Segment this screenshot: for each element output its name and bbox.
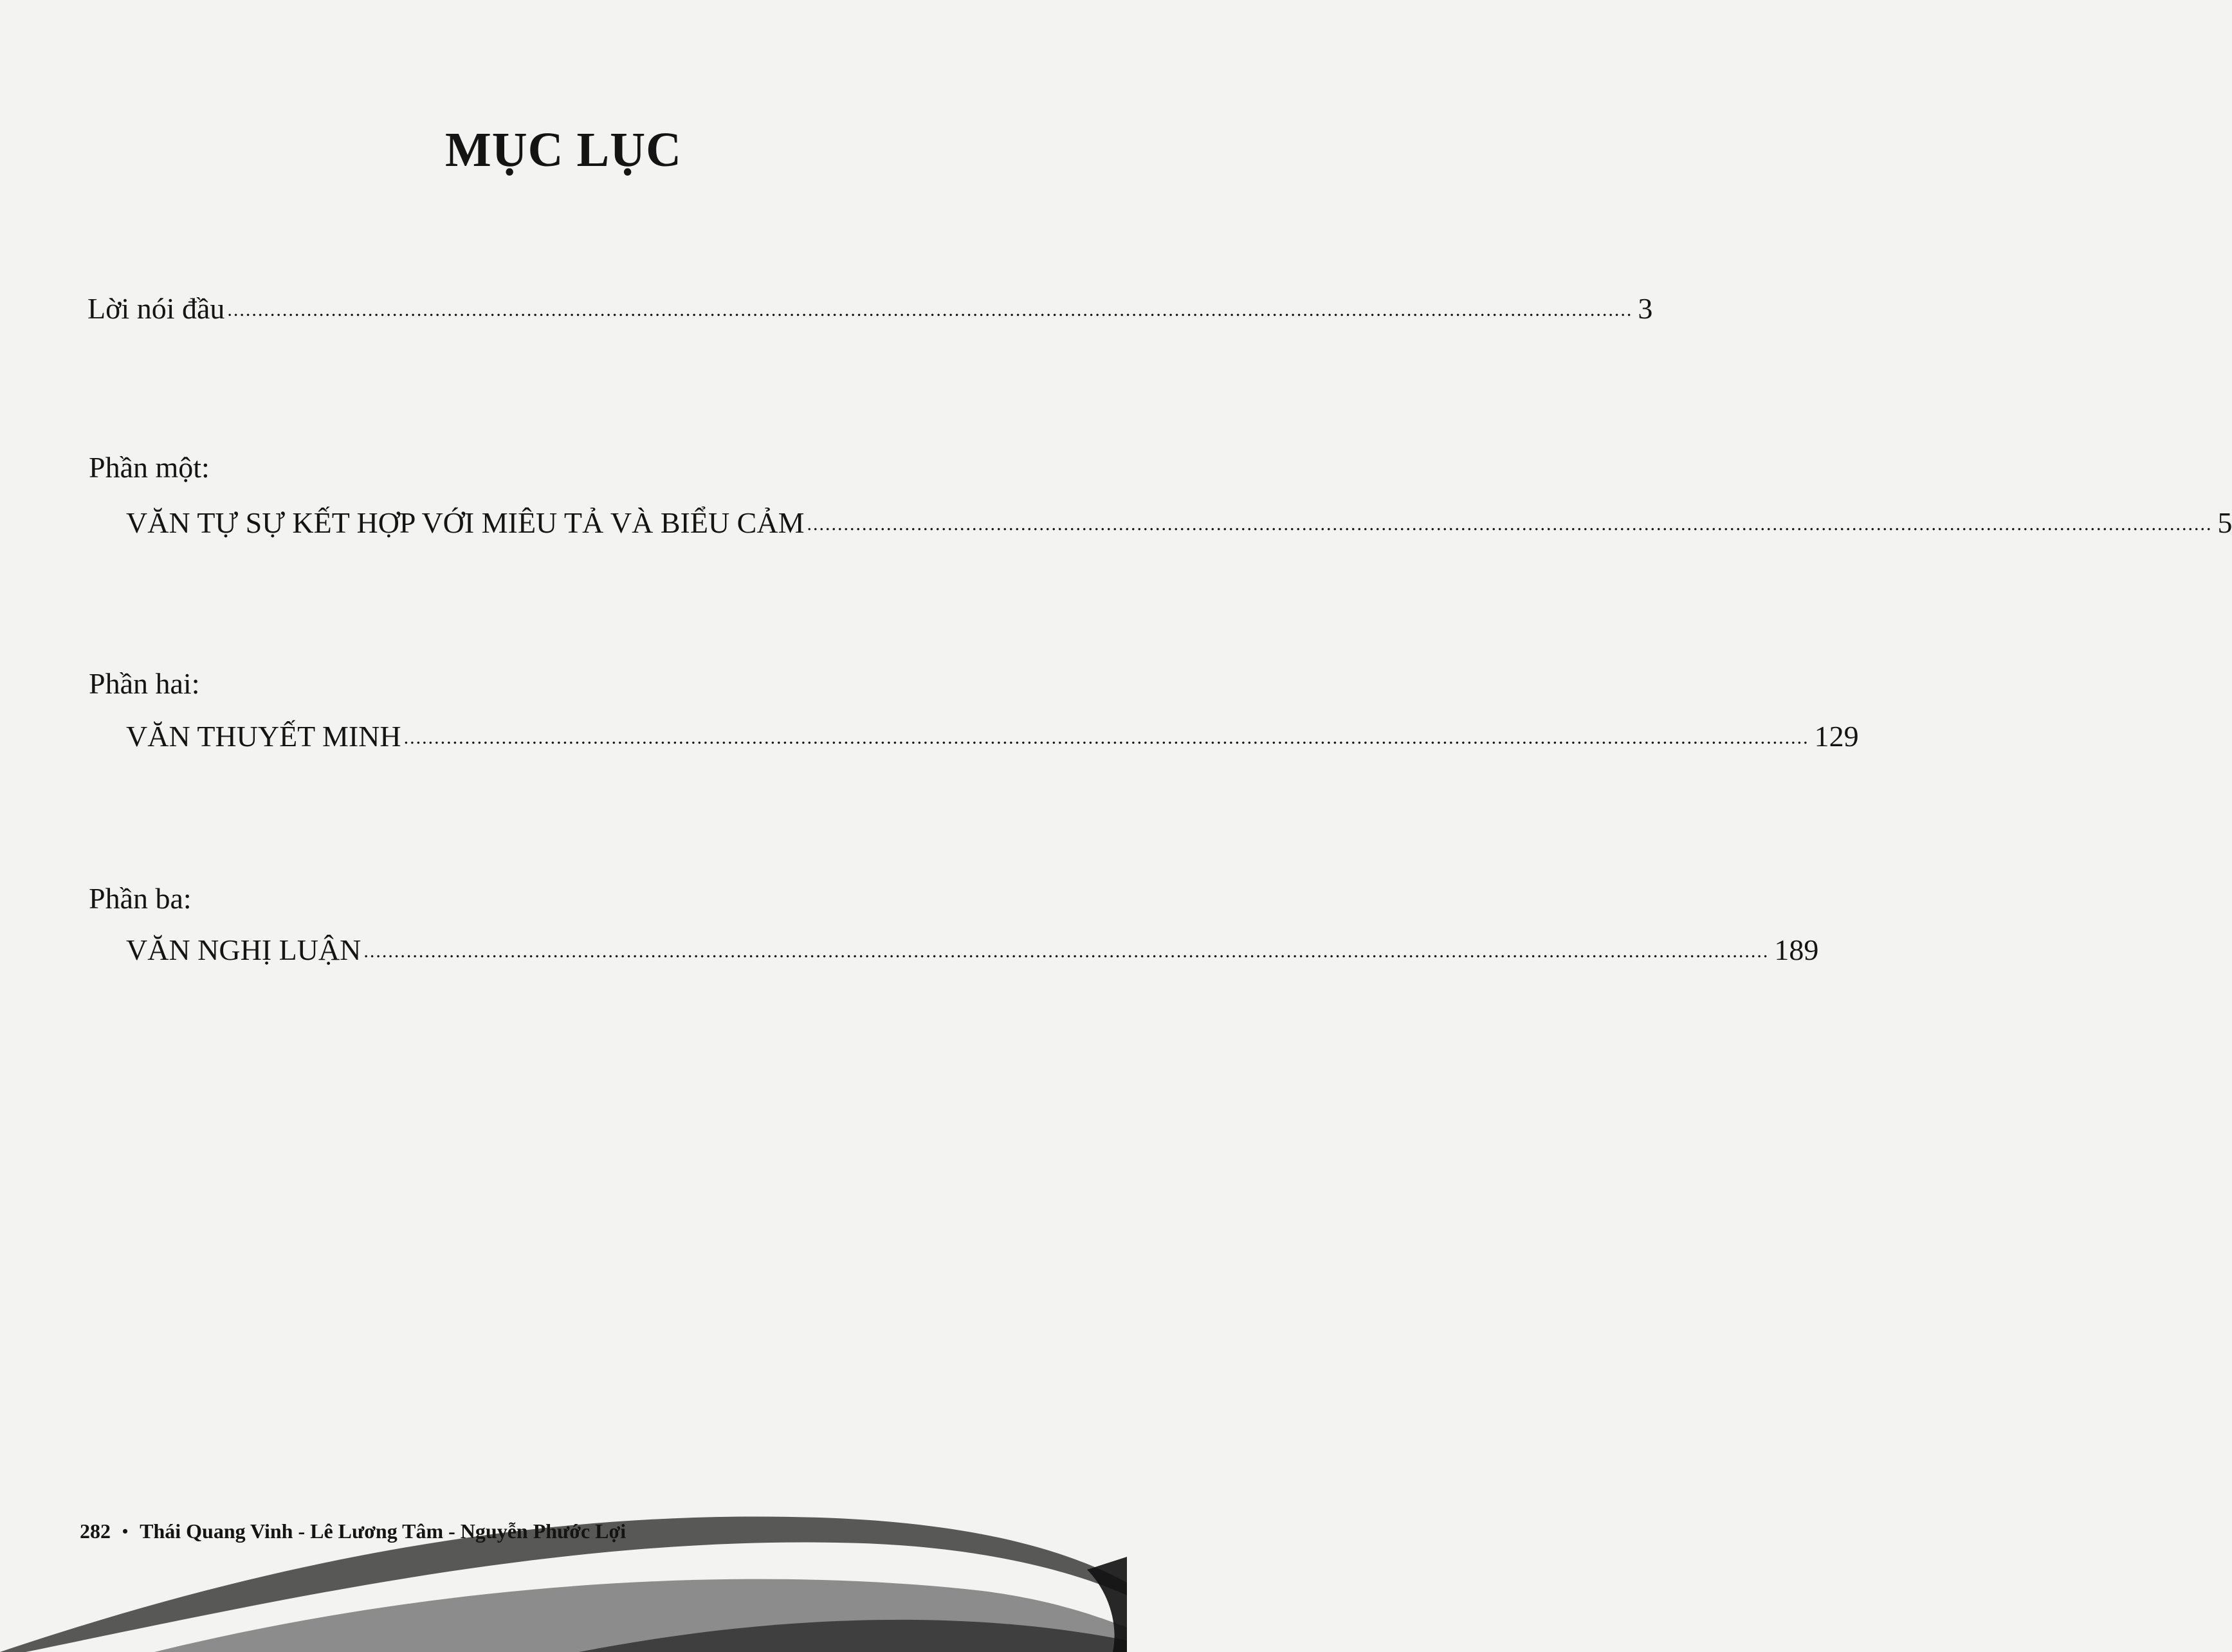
toc-label: VĂN TỰ SỰ KẾT HỢP VỚI MIÊU TẢ VÀ BIỂU CẢM bbox=[126, 506, 805, 539]
footer-page-number: 282 bbox=[80, 1519, 111, 1543]
toc-label: VĂN THUYẾT MINH bbox=[126, 720, 401, 753]
page-footer bbox=[80, 1519, 626, 1543]
footer-bullet: • bbox=[122, 1521, 129, 1541]
toc-entry-part1 bbox=[126, 506, 2232, 540]
toc-page-number: 5 bbox=[2217, 506, 2232, 539]
part-heading-1: Phần một: bbox=[89, 451, 210, 484]
toc-label: VĂN NGHỊ LUẬN bbox=[126, 933, 361, 966]
toc-page-number: 189 bbox=[1774, 933, 1819, 966]
leader-dots: ...................................................................................................................................................................................................................................... bbox=[807, 513, 2213, 535]
leader-dots: ...................................................................................................................................................................................................................................... bbox=[363, 940, 1770, 962]
part-heading-3: Phần ba: bbox=[89, 882, 192, 915]
leader-dots: ...................................................................................................................................................................................................................................... bbox=[227, 298, 1633, 320]
part-heading-2: Phần hai: bbox=[89, 667, 200, 700]
decorative-swoosh bbox=[0, 1492, 1127, 1652]
toc-page-number: 129 bbox=[1814, 720, 1859, 753]
page-title: MỤC LỤC bbox=[445, 123, 682, 177]
leader-dots: ...................................................................................................................................................................................................................................... bbox=[403, 726, 1809, 748]
toc-label: Lời nói đầu bbox=[87, 292, 225, 325]
toc-entry-preface bbox=[87, 292, 1653, 326]
footer-authors: Thái Quang Vinh - Lê Lương Tâm - Nguyễn Phước Lợi bbox=[140, 1519, 627, 1543]
toc-entry-part2 bbox=[126, 720, 1859, 753]
toc-page-number: 3 bbox=[1638, 292, 1653, 325]
toc-entry-part3 bbox=[126, 933, 1819, 967]
